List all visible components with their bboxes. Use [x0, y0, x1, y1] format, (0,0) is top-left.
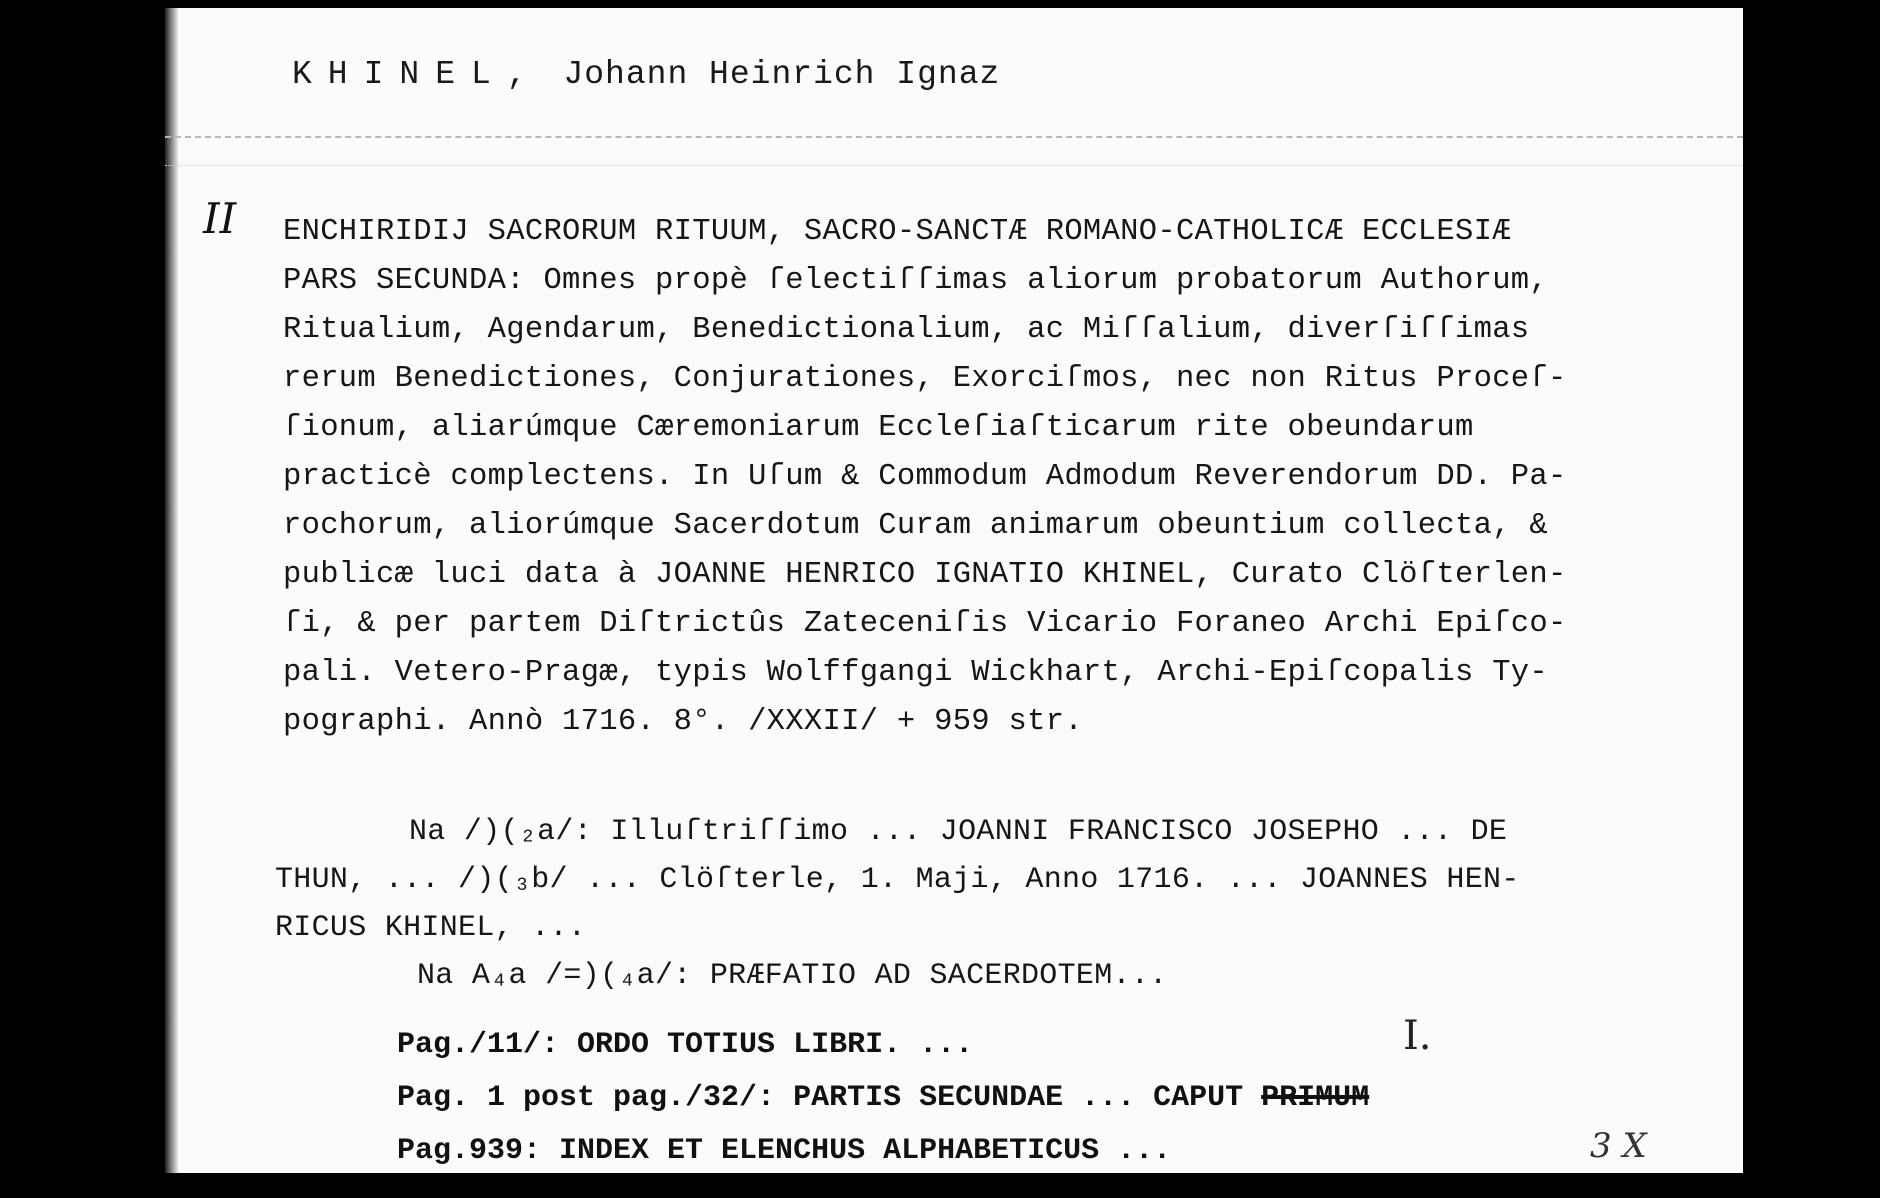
body-line: ſionum, aliarúmque Cæremoniarum Eccleſiaſticarum rite obeundarum [283, 411, 1474, 445]
note-line: Na /)(₂a/: Illuſtriſſimo ... JOANNI FRANCISCO JOSEPHO ... DE [409, 815, 1508, 849]
page-entry-text: Pag.939: INDEX ET ELENCHUS ALPHABETICUS ... [397, 1134, 1172, 1168]
page-entry [397, 1081, 1369, 1115]
page-entry [397, 1028, 973, 1062]
note-line: THUN, ... /)(₃b/ ... Clöſterle, 1. Maji, Anno 1716. ... JOANNES HEN- [275, 863, 1520, 897]
handwritten-count: 3 X [1590, 1126, 1647, 1166]
body-line: practicè complectens. In Uſum & Commodum Admodum Reverendorum DD. Pa- [283, 460, 1567, 494]
handwritten-numeral: I. [1403, 1013, 1432, 1059]
author-surname: KHINEL, [292, 56, 543, 93]
body-line: PARS SECUNDA: Omnes propè ſelectiſſimas aliorum probatorum Authorum, [283, 264, 1549, 298]
note-line: RICUS KHINEL, ... [275, 911, 587, 945]
section-marker: II [203, 194, 237, 243]
body-line: rochorum, aliorúmque Sacerdotum Curam animarum obeuntium collecta, & [283, 509, 1549, 543]
body-line: ENCHIRIDIJ SACRORUM RITUUM, SACRO-SANCTÆ ROMANO-CATHOLICÆ ECCLESIÆ [283, 215, 1511, 249]
page-entry [397, 1134, 1171, 1168]
note-line: Na A₄a /=)(₄a/: PRÆFATIO AD SACERDOTEM... [417, 959, 1168, 993]
struck-word: PRIMUM [1261, 1081, 1370, 1115]
body-line: publicæ luci data à JOANNE HENRICO IGNATIO KHINEL, Curato Clöſterlen- [283, 558, 1567, 592]
scan-shadow [165, 8, 179, 1173]
card-heading [292, 56, 1000, 93]
title-description [283, 208, 1653, 747]
body-line: ſi, & per partem Diſtrictûs Zateceniſis Vicario Foraneo Archi Epiſco- [283, 607, 1567, 641]
author-given-names: Johann Heinrich Ignaz [563, 56, 1001, 93]
catalog-card [165, 8, 1743, 1173]
notes-block [275, 808, 1655, 1000]
body-line: rerum Benedictiones, Conjurationes, Exorciſmos, nec non Ritus Proceſ- [283, 362, 1567, 396]
heading-divider [165, 136, 1743, 138]
page-entry-text: Pag. 1 post pag./32/: PARTIS SECUNDAE ... CAPUT [397, 1081, 1244, 1115]
body-line: pali. Vetero-Pragæ, typis Wolffgangi Wickhart, Archi-Epiſcopalis Ty- [283, 656, 1549, 690]
body-line: Ritualium, Agendarum, Benedictionalium, ac Miſſalium, diverſiſſimas [283, 313, 1530, 347]
body-line: pographi. Annò 1716. 8°. /XXXII/ + 959 str. [283, 705, 1083, 739]
page-entry-text: Pag./11/: ORDO TOTIUS LIBRI. ... [397, 1028, 974, 1062]
secondary-divider [165, 165, 1743, 166]
